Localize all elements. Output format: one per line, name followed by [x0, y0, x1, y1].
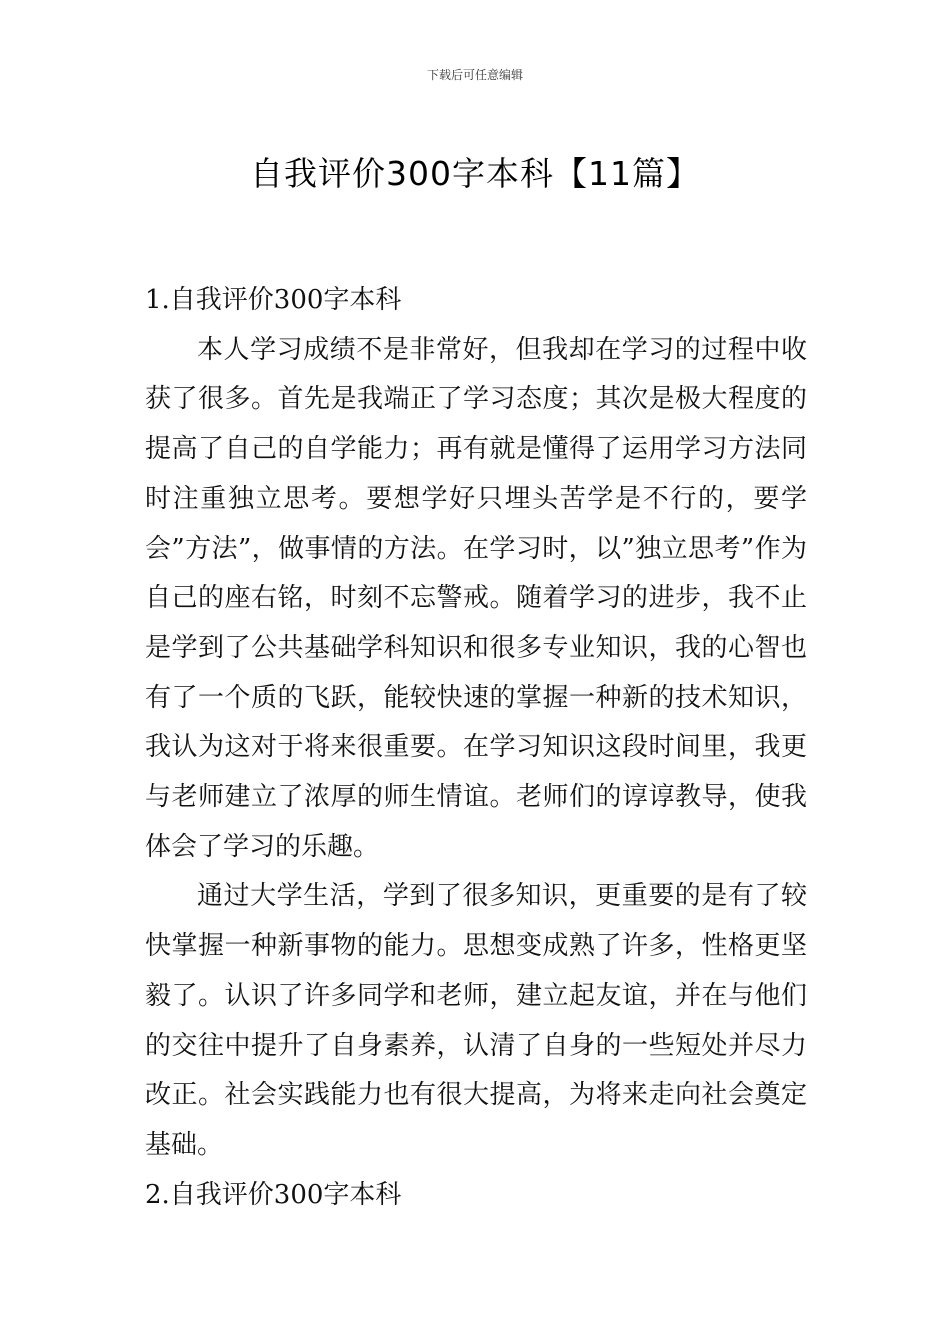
- section-heading-1: 1.自我评价300字本科: [145, 285, 402, 315]
- page-header-note: 下载后可任意编辑: [426, 68, 523, 82]
- document-body: [145, 276, 807, 1220]
- paragraph: 通过大学生活，学到了很多知识，更重要的是有了较快掌握一种新事物的能力。思想变成熟了许多，性格更坚毅了。认识了许多同学和老师，建立起友谊，并在与他们的交往中提升了自身素养，认清了自身的一些短处并尽力改正。社会实践能力也有很大提高，为将来走向社会奠定基础。: [145, 881, 807, 1160]
- document-title: 自我评价300字本科【11篇】: [250, 154, 700, 194]
- paragraph: 本人学习成绩不是非常好，但我却在学习的过程中收获了很多。首先是我端正了学习态度；其次是极大程度的提高了自己的自学能力；再有就是懂得了运用学习方法同时注重独立思考。要想学好只埋头苦学是不行的，要学会”方法”，做事情的方法。在学习时，以”独立思考”作为自己的座右铭，时刻不忘警戒。随着学习的进步，我不止是学到了公共基础学科知识和很多专业知识，我的心智也有了一个质的飞跃，能较快速的掌握一种新的技术知识，我认为这对于将来很重要。在学习知识这段时间里，我更与老师建立了浓厚的师生情谊。老师们的谆谆教导，使我体会了学习的乐趣。: [145, 334, 807, 862]
- section-heading-2: 2.自我评价300字本科: [145, 1179, 402, 1210]
